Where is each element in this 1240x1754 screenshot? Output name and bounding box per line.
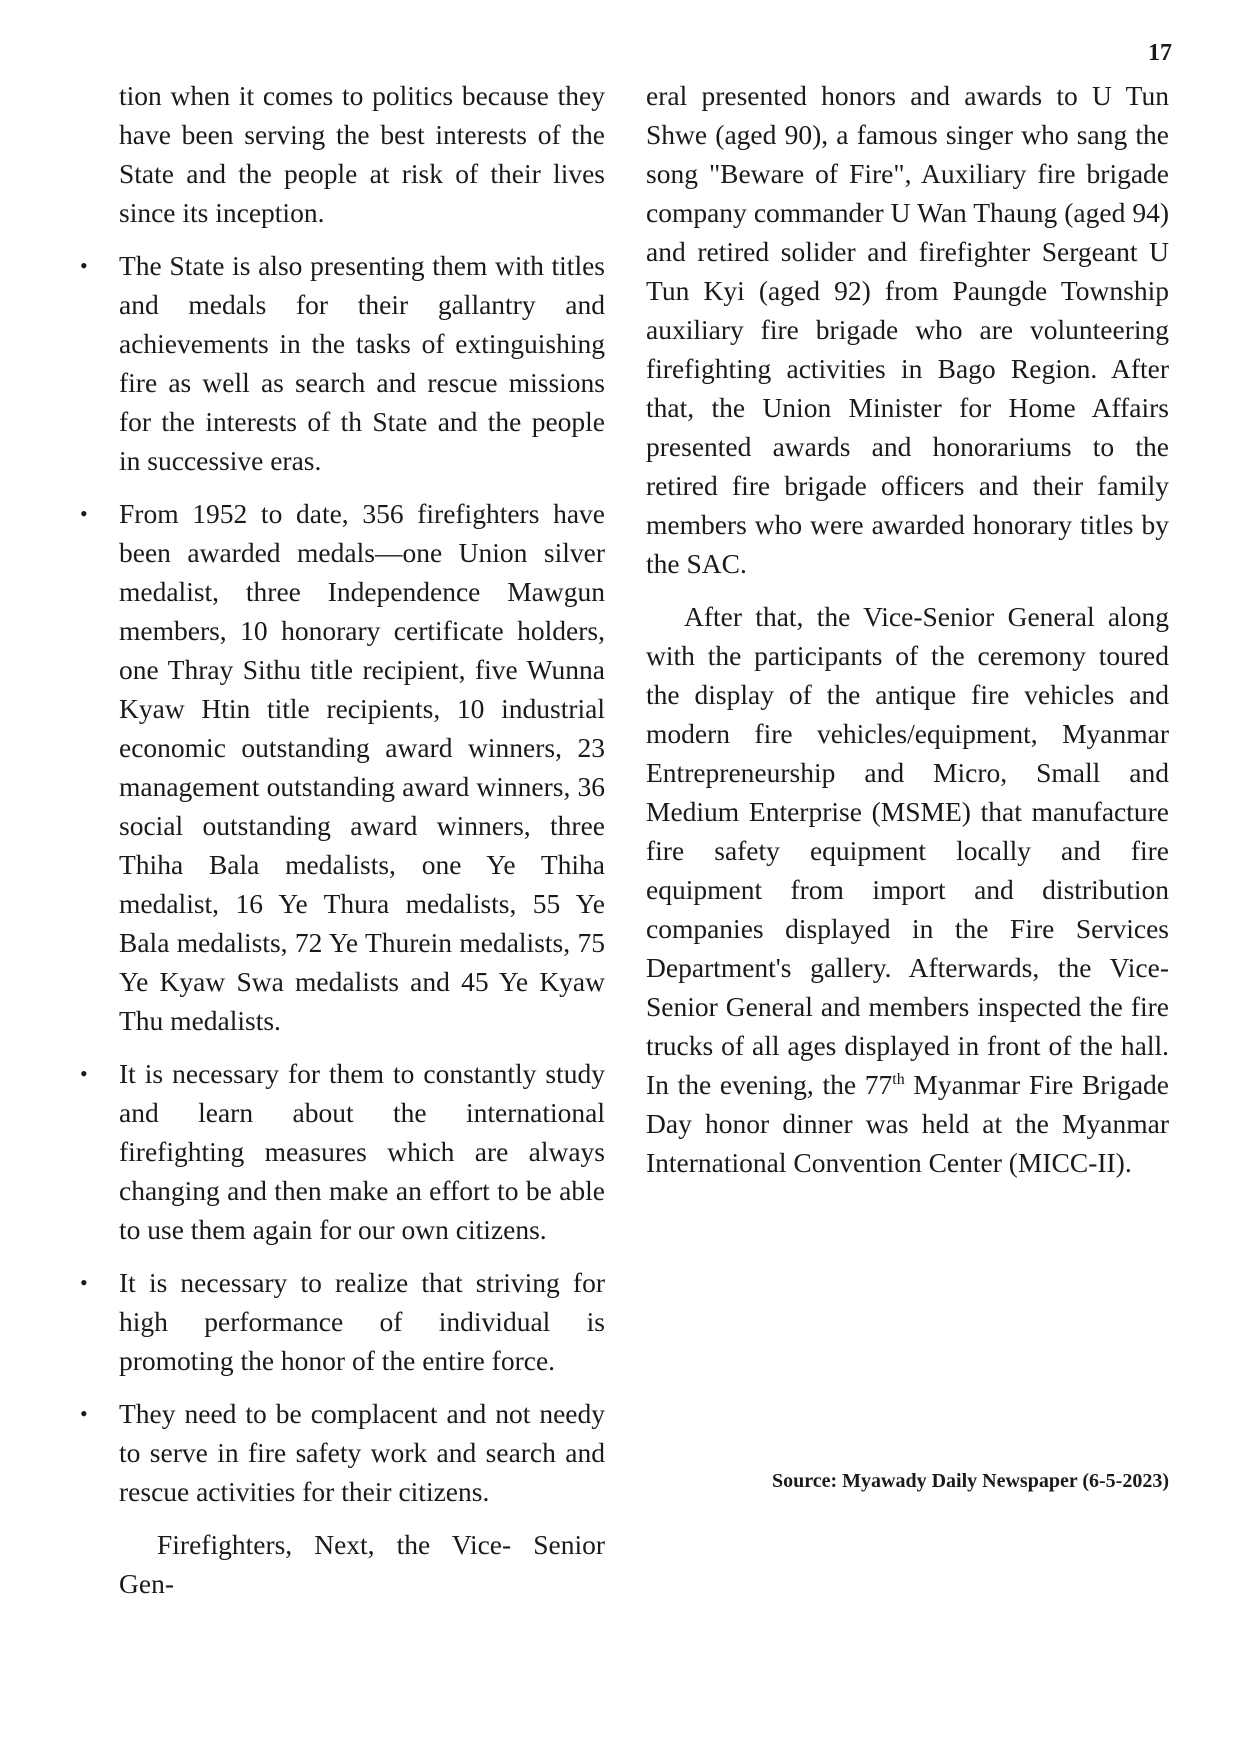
bullet-icon: • xyxy=(80,253,88,278)
continued-paragraph: eral presented honors and awards to U Tun Shwe (aged 90), a famous singer who sang the song "Beware of Fire", Auxiliary fire brigade company commander U Wan Thaung (aged 94) and retired solider and firefighter Sergeant U Tun Kyi (aged 92) from Paungde Township auxiliary fire brigade who are volunteering firefighting activities in Bago Region. After that, the Union Minister for Home Affairs presented awards and honorariums to the retired fire brigade officers and their family members who were awarded honorary titles by the SAC. xyxy=(646,80,1169,579)
bullet-list xyxy=(80,246,605,1511)
list-item xyxy=(80,1263,605,1380)
list-item xyxy=(80,1054,605,1249)
right-column xyxy=(646,76,1169,1196)
page-number: 17 xyxy=(1148,40,1172,66)
list-item-text: From 1952 to date, 356 firefighters have been awarded medals—one Union silver medalist, three Independence Mawgun members, 10 honorary certificate holders, one Thray Sithu title recipient, five Wunna Kyaw Htin title recipients, 10 industrial economic outstanding award winners, 23 management outstanding award winners, 36 social outstanding award winners, three Thiha Bala medalists, one Ye Thiha medalist, 16 Ye Thura medalists, 55 Ye Bala medalists, 72 Ye Thurein medalists, 75 Ye Kyaw Swa medalists and 45 Ye Kyaw Thu medalists. xyxy=(119,498,605,1036)
list-item xyxy=(80,494,605,1040)
ceremony-paragraph xyxy=(646,597,1169,1182)
bullet-icon: • xyxy=(80,1061,88,1086)
ceremony-text-start: After that, the Vice-Senior General along with the participants of the ceremony toured the display of the antique fire vehicles and modern fire vehicles/equipment, Myanmar Entrepreneurship and Micro, Small and Medium Enterprise (MSME) that manufacture fire safety equipment locally and fire equipment from import and distribution companies displayed in the Fire Services Department's gallery. Afterwards, the Vice- Senior General and members inspected the fire trucks of all ages displayed in front of the hall. In the evening, the 77 xyxy=(646,601,1169,1100)
bullet-icon: • xyxy=(80,501,88,526)
list-item xyxy=(80,1394,605,1511)
intro-paragraph: tion when it comes to politics because they have been serving the best interests of the State and the people at risk of their lives since its inception. xyxy=(119,80,605,228)
list-item-text: It is necessary for them to constantly study and learn about the international firefighting measures which are always changing and then make an effort to be able to use them again for our own citizens. xyxy=(119,1058,605,1245)
bullet-icon: • xyxy=(80,1270,88,1295)
closing-paragraph: Firefighters, Next, the Vice- Senior Gen- xyxy=(119,1529,605,1599)
ceremony-text-end: Myanmar Fire Brigade Day honor dinner was held at the Myanmar International Convention Center (MICC-II). xyxy=(646,1069,1170,1178)
list-item xyxy=(80,246,605,480)
left-column xyxy=(80,76,605,1617)
ordinal-suffix: th xyxy=(892,1070,905,1088)
list-item-text: It is necessary to realize that striving for high performance of individual is promoting the honor of the entire force. xyxy=(119,1267,605,1376)
list-item-text: They need to be complacent and not needy to serve in fire safety work and search and rescue activities for their citizens. xyxy=(119,1398,605,1507)
source-citation: Source: Myawady Daily Newspaper (6-5-2023) xyxy=(771,1470,1169,1492)
bullet-icon: • xyxy=(80,1401,88,1426)
list-item-text: The State is also presenting them with titles and medals for their gallantry and achievements in the tasks of extinguishing fire as well as search and rescue missions for the interests of th State and the people in successive eras. xyxy=(119,250,605,476)
